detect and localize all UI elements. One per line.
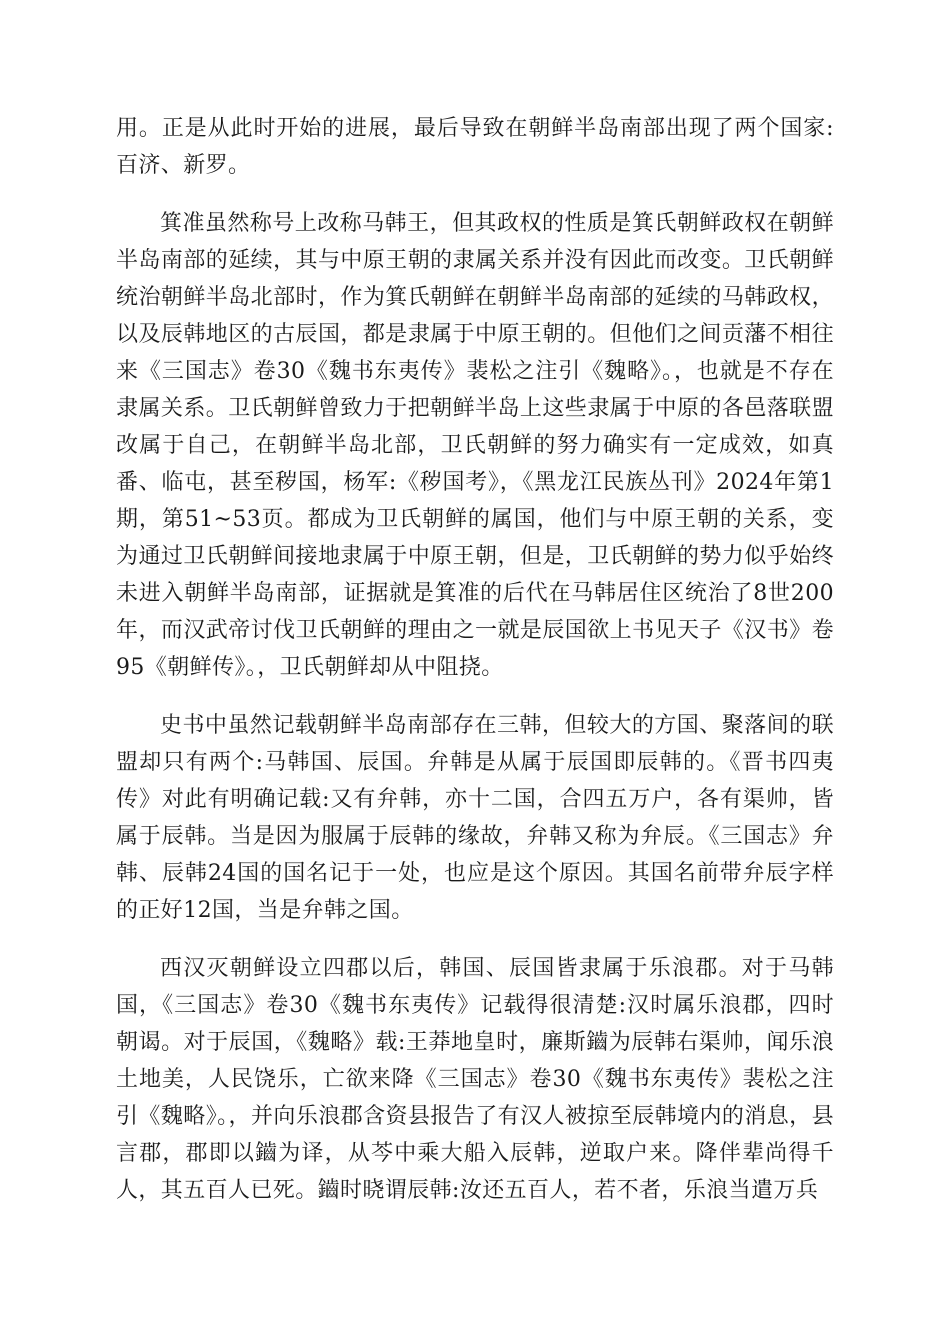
paragraph-lelang-commandery: 西汉灭朝鲜设立四郡以后，韩国、辰国皆隶属于乐浪郡。对于马韩国，《三国志》卷30《魏书东夷传》记载得很清楚:汉时属乐浪郡，四时朝谒。对于辰国，《魏略》载:王莽地皇时，廉斯鑡为辰韩右渠帅，闻乐浪土地美，人民饶乐，亡欲来降《三国志》卷30《魏书东夷传》裴松之注引《魏略》。，并向乐浪郡含资县报告了有汉人被掠至辰韩境内的消息，县言郡，郡即以鑡为译，从芩中乘大船入辰韩，逆取户来。降伴辈尚得千人，其五百人已死。鑡时晓谓辰韩:汝还五百人，若不者，乐浪当遣万兵 — [116, 956, 834, 1203]
paragraph-jizhun-mahan: 箕准虽然称号上改称马韩王，但其政权的性质是箕氏朝鲜政权在朝鲜半岛南部的延续，其与中原王朝的隶属关系并没有因此而改变。卫氏朝鲜统治朝鲜半岛北部时，作为箕氏朝鲜在朝鲜半岛南部的延续的马韩政权，以及辰韩地区的古辰国，都是隶属于中原王朝的。但他们之间贡藩不相往来《三国志》卷30《魏书东夷传》裴松之注引《魏略》。，也就是不存在隶属关系。卫氏朝鲜曾致力于把朝鲜半岛上这些隶属于中原的各邑落联盟改属于自己，在朝鲜半岛北部，卫氏朝鲜的努力确实有一定成效，如真番、临屯，甚至秽国，杨军:《秽国考》，《黑龙江民族丛刊》2024年第1期，第51~53页。都成为卫氏朝鲜的属国，他们与中原王朝的关系，变为通过卫氏朝鲜间接地隶属于中原王朝，但是，卫氏朝鲜的势力似乎始终未进入朝鲜半岛南部，证据就是箕准的后代在马韩居住区统治了8世200年，而汉武帝讨伐卫氏朝鲜的理由之一就是辰国欲上书见天子《汉书》卷95《朝鲜传》。，卫氏朝鲜却从中阻挠。 — [116, 211, 834, 680]
paragraph-three-han: 史书中虽然记载朝鲜半岛南部存在三韩，但较大的方国、聚落间的联盟却只有两个:马韩国、辰国。弁韩是从属于辰国即辰韩的。《晋书四夷传》对此有明确记载:又有弁韩，亦十二国，合四五万户，各有渠帅，皆属于辰韩。当是因为服属于辰韩的缘故，弁韩又称为弁辰。《三国志》弁韩、辰韩24国的国名记于一处，也应是这个原因。其国名前带弁辰字样的正好12国，当是弁韩之国。 — [116, 713, 834, 923]
paragraph-continuation: 用。正是从此时开始的进展，最后导致在朝鲜半岛南部出现了两个国家:百济、新罗。 — [116, 116, 834, 178]
